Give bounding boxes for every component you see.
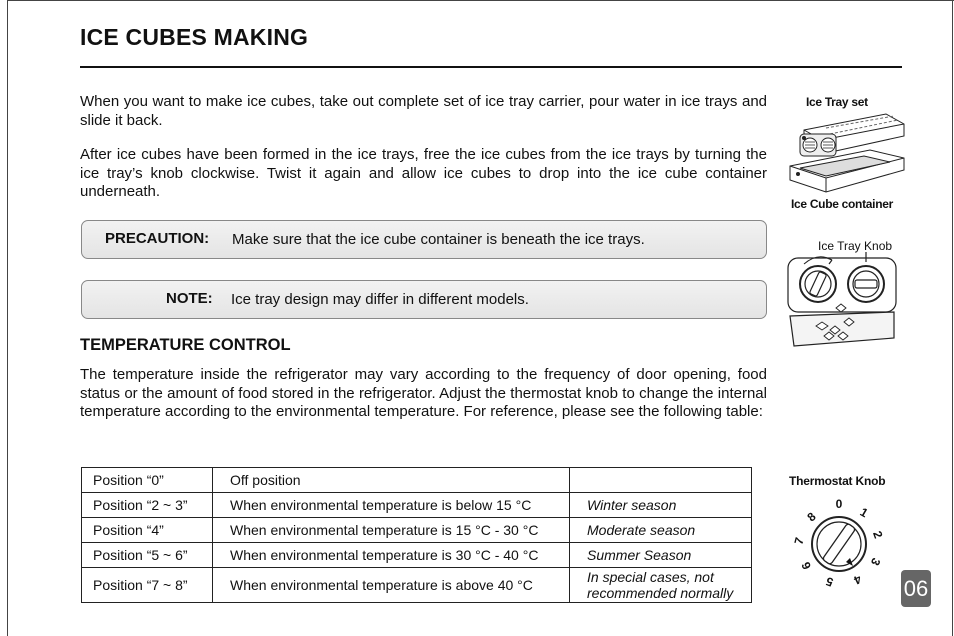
intro-paragraph-2: After ice cubes have been formed in the ice trays, free the ice cubes from the ice trays by turning the ice tray’s knob clockwise. Twist it again and allow ice cubes to drop into the ice cube container underneath. <box>80 146 767 200</box>
precaution-text: Make sure that the ice cube container is beneath the ice trays. <box>232 231 645 248</box>
table-cell: Winter season <box>570 493 752 518</box>
thermostat-number-3: 3 <box>867 555 884 568</box>
thermostat-number-8: 8 <box>804 509 819 525</box>
thermostat-number-2: 2 <box>870 529 886 541</box>
thermostat-number-4: 4 <box>851 571 864 588</box>
table-cell: Summer Season <box>570 543 752 568</box>
table-row <box>82 518 752 543</box>
precaution-box <box>81 220 767 259</box>
page-border-right <box>952 0 953 636</box>
table-cell: When environmental temperature is 30 °C - 40 °C <box>213 543 570 568</box>
table-cell: When environmental temperature is below 15 °C <box>213 493 570 518</box>
title-rule <box>80 66 902 68</box>
thermostat-number-6: 6 <box>798 559 815 572</box>
table-cell: In special cases, not recommended normally <box>570 568 752 603</box>
thermostat-number-0: 0 <box>835 497 843 511</box>
ice-tray-knob-caption: Ice Tray Knob <box>818 239 893 253</box>
precaution-label: PRECAUTION: <box>105 230 210 247</box>
thermostat-number-5: 5 <box>824 574 836 590</box>
note-text: Ice tray design may differ in different models. <box>231 291 529 308</box>
temperature-paragraph: The temperature inside the refrigerator may vary according to the frequency of door opening, food status or the amount of food stored in the refrigerator. Adjust the thermostat knob to change the internal temperature according to the environmental temperature. For reference, please see the following table: <box>80 366 767 420</box>
table-row <box>82 493 752 518</box>
note-box <box>81 280 767 319</box>
page-title: ICE CUBES MAKING <box>80 24 309 50</box>
table-cell: Position “5 ~ 6” <box>82 543 213 568</box>
table-row <box>82 568 752 603</box>
table-cell: When environmental temperature is 15 °C - 30 °C <box>213 518 570 543</box>
thermostat-number-7: 7 <box>791 535 807 547</box>
table-cell: When environmental temperature is above 40 °C <box>213 568 570 603</box>
ice-tray-illustration <box>786 108 906 200</box>
table-cell: Position “4” <box>82 518 213 543</box>
page-border-top <box>7 0 954 1</box>
note-label: NOTE: <box>166 290 213 307</box>
table-cell: Position “0” <box>82 468 213 493</box>
table-cell: Position “7 ~ 8” <box>82 568 213 603</box>
page-border-left <box>7 0 8 636</box>
thermostat-knob-illustration <box>790 492 888 590</box>
table-cell: Moderate season <box>570 518 752 543</box>
ice-cube-container-caption: Ice Cube container <box>791 197 893 211</box>
table-row <box>82 543 752 568</box>
temperature-table <box>81 467 752 603</box>
temperature-heading: TEMPERATURE CONTROL <box>80 336 291 354</box>
table-cell <box>570 468 752 493</box>
ice-tray-set-caption: Ice Tray set <box>806 95 868 109</box>
thermostat-knob-caption: Thermostat Knob <box>789 474 886 488</box>
thermostat-number-1: 1 <box>857 504 871 521</box>
table-row <box>82 468 752 493</box>
ice-tray-knob-illustration <box>786 250 898 348</box>
table-cell: Position “2 ~ 3” <box>82 493 213 518</box>
page-number-badge: 06 <box>901 570 931 607</box>
intro-paragraph-1: When you want to make ice cubes, take out complete set of ice tray carrier, pour water in ice trays and slide it back. <box>80 93 767 129</box>
table-cell: Off position <box>213 468 570 493</box>
